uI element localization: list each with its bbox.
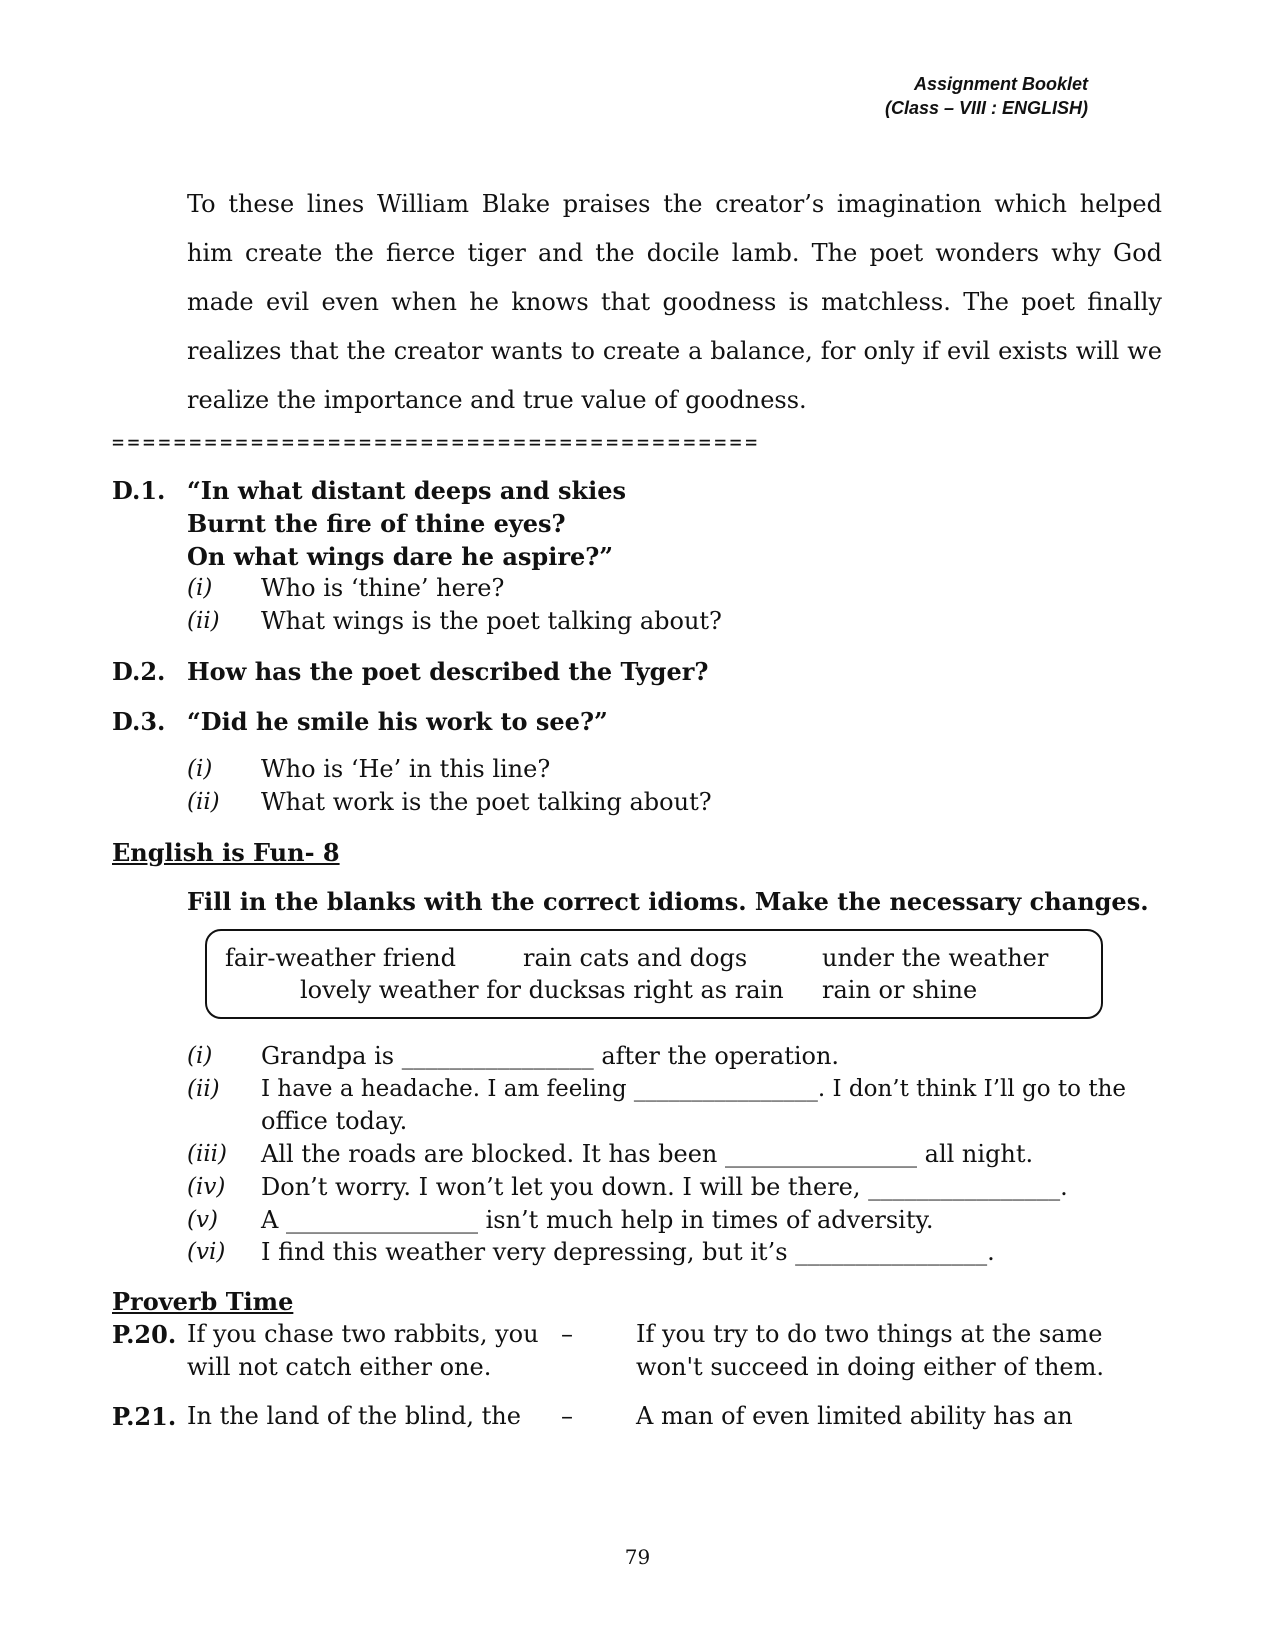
- item-text: I have a headache. I am feeling ________________. I don’t think I’ll go to the: [261, 1076, 1126, 1102]
- proverb-label-p20: P.20.: [112, 1320, 177, 1349]
- question-number-d3: D.3.: [112, 707, 166, 736]
- idiom-option: rain or shine: [822, 976, 978, 1004]
- proverb-meaning: If you try to do two things at the same: [636, 1320, 1103, 1348]
- separator-line: ==========================================: [112, 430, 761, 454]
- question-number-d2: D.2.: [112, 657, 166, 686]
- item-number: (iv): [187, 1174, 226, 1200]
- item-text: I find this weather very depressing, but it’s ________________.: [261, 1238, 995, 1266]
- proverb-label-p21: P.21.: [112, 1402, 177, 1431]
- proverb-dash: –: [561, 1320, 573, 1348]
- sub-question-text: Who is ‘thine’ here?: [261, 574, 505, 602]
- proverb-meaning: won't succeed in doing either of them.: [636, 1353, 1105, 1381]
- item-text-continued: office today.: [261, 1107, 408, 1135]
- item-number: (vi): [187, 1239, 226, 1265]
- sub-question-number: (ii): [187, 789, 220, 815]
- item-text: A ________________ isn’t much help in times of adversity.: [261, 1206, 934, 1234]
- intro-paragraph: To these lines William Blake praises the creator’s imagination which helped him create the fierce tiger and the docile lamb. The poet wonders why God made evil even when he knows that goodness is matchless. The poet finally realizes that the creator wants to create a balance, for only if evil exists will we realize the importance and true value of goodness.: [187, 190, 1162, 414]
- idiom-option: as right as rain: [599, 976, 784, 1004]
- proverb-dash: –: [561, 1402, 573, 1430]
- item-number: (v): [187, 1207, 218, 1233]
- idiom-option: lovely weather for ducks: [300, 976, 600, 1004]
- item-text: Grandpa is ________________ after the operation.: [261, 1042, 840, 1070]
- item-number: (ii): [187, 1076, 220, 1102]
- idiom-option: fair-weather friend: [225, 944, 456, 972]
- item-text: Don’t worry. I won’t let you down. I will be there, ________________.: [261, 1173, 1068, 1201]
- idiom-word-box: [205, 929, 1103, 1019]
- fill-blanks-instruction: Fill in the blanks with the correct idioms. Make the necessary changes.: [187, 887, 1149, 916]
- question-d1-line2: Burnt the fire of thine eyes?: [187, 509, 566, 538]
- question-d1-line3: On what wings dare he aspire?”: [187, 542, 614, 571]
- proverb-time-heading: Proverb Time: [112, 1287, 294, 1316]
- header-title: Assignment Booklet: [913, 74, 1088, 94]
- sub-question-text: What wings is the poet talking about?: [261, 607, 722, 635]
- sub-question-text: What work is the poet talking about?: [261, 788, 712, 816]
- item-number: (iii): [187, 1141, 228, 1167]
- proverb-text: will not catch either one.: [187, 1353, 492, 1381]
- question-d2-text: How has the poet described the Tyger?: [187, 657, 709, 686]
- sub-question-number: (i): [187, 575, 213, 601]
- sub-question-number: (ii): [187, 608, 220, 634]
- item-number: (i): [187, 1043, 213, 1069]
- proverb-text: If you chase two rabbits, you: [187, 1320, 539, 1348]
- question-d3-text: “Did he smile his work to see?”: [187, 707, 608, 736]
- proverb-text: In the land of the blind, the: [187, 1402, 521, 1430]
- idiom-option: rain cats and dogs: [523, 944, 748, 972]
- sub-question-text: Who is ‘He’ in this line?: [261, 755, 551, 783]
- booklet-header: [885, 72, 1088, 120]
- proverb-meaning: A man of even limited ability has an: [636, 1402, 1073, 1430]
- item-text: All the roads are blocked. It has been ________________ all night.: [261, 1140, 1034, 1168]
- header-subtitle: (Class – VIII : ENGLISH): [884, 98, 1088, 118]
- idiom-option: under the weather: [822, 944, 1049, 972]
- sub-question-number: (i): [187, 756, 213, 782]
- question-number-d1: D.1.: [112, 476, 166, 505]
- english-fun-heading: English is Fun- 8: [112, 838, 340, 867]
- page-number: 79: [624, 1545, 651, 1569]
- question-d1-line1: “In what distant deeps and skies: [187, 476, 627, 505]
